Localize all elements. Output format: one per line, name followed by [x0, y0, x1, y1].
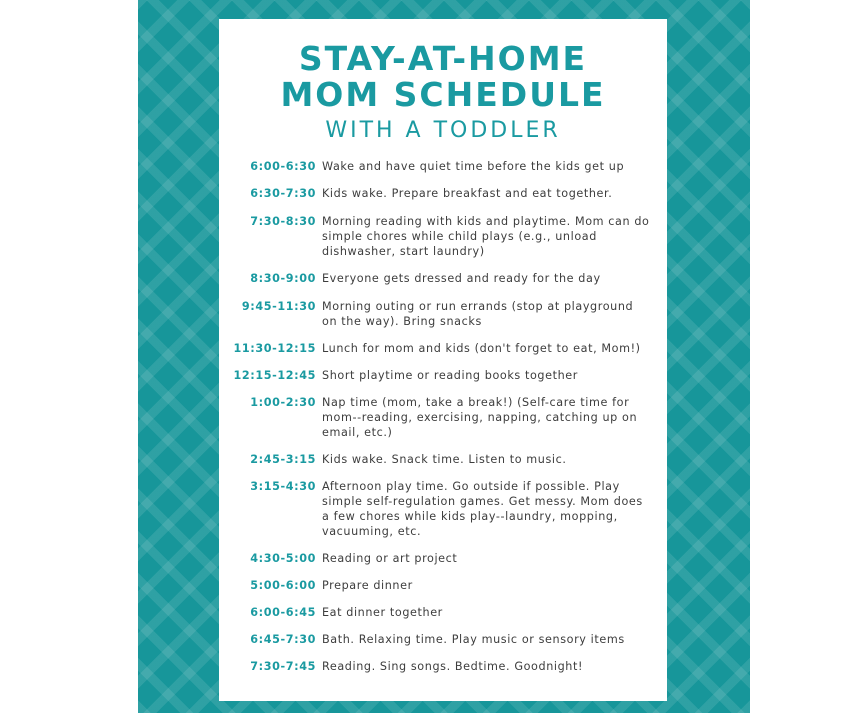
schedule-row: [219, 341, 667, 356]
schedule-time: 6:45-7:30: [250, 633, 316, 646]
schedule-time: 6:00-6:45: [250, 606, 316, 619]
title-line-1: STAY-AT-HOME: [298, 39, 588, 78]
schedule-activity: Short playtime or reading books together: [322, 369, 578, 382]
schedule-row: [219, 395, 667, 440]
title-line-2: MOM SCHEDULE: [280, 75, 606, 114]
schedule-card: [219, 19, 667, 701]
schedule-activity: Morning outing or run errands (stop at playground on the way). Bring snacks: [322, 300, 634, 328]
schedule-activity: Nap time (mom, take a break!) (Self-care time for mom--reading, exercising, napping, catching up on email, etc.): [322, 396, 638, 439]
schedule-row: [219, 368, 667, 383]
subtitle: WITH A TODDLER: [325, 118, 561, 143]
schedule-row: [219, 632, 667, 647]
schedule-activity: Wake and have quiet time before the kids get up: [322, 160, 625, 173]
schedule-activity: Bath. Relaxing time. Play music or sensory items: [322, 633, 625, 646]
page-title: [219, 41, 667, 113]
schedule-time: 12:15-12:45: [233, 369, 316, 382]
schedule-activity: Prepare dinner: [322, 579, 413, 592]
schedule-row: [219, 578, 667, 593]
schedule-activity: Reading or art project: [322, 552, 458, 565]
schedule-activity: Eat dinner together: [322, 606, 443, 619]
schedule-row: [219, 271, 667, 286]
schedule-time: 6:00-6:30: [250, 160, 316, 173]
schedule-row: [219, 299, 667, 329]
schedule-activity: Afternoon play time. Go outside if possible. Play simple self-regulation games. Get messy. Mom does a few chores while kids play--laundry, mopping, vacuuming, etc.: [322, 480, 643, 538]
schedule-activity: Lunch for mom and kids (don't forget to eat, Mom!): [322, 342, 641, 355]
schedule-time: 7:30-7:45: [250, 660, 316, 673]
schedule-row: [219, 186, 667, 201]
schedule-time: 2:45-3:15: [250, 453, 316, 466]
schedule-row: [219, 605, 667, 620]
schedule-time: 3:15-4:30: [250, 480, 316, 493]
schedule-row: [219, 214, 667, 259]
schedule-row: [219, 452, 667, 467]
schedule-row: [219, 159, 667, 174]
schedule-activity: Kids wake. Prepare breakfast and eat together.: [322, 187, 613, 200]
schedule-time: 1:00-2:30: [250, 396, 316, 409]
schedule-time: 11:30-12:15: [233, 342, 316, 355]
schedule-activity: Everyone gets dressed and ready for the day: [322, 272, 601, 285]
schedule-activity: Morning reading with kids and playtime. Mom can do simple chores while child plays (e.g., unload dishwasher, start laundry): [322, 215, 650, 258]
schedule-time: 9:45-11:30: [241, 300, 316, 313]
schedule-time: 4:30-5:00: [250, 552, 316, 565]
schedule-time: 6:30-7:30: [250, 187, 316, 200]
schedule-row: [219, 659, 667, 674]
schedule-time: 7:30-8:30: [250, 215, 316, 228]
schedule-activity: Reading. Sing songs. Bedtime. Goodnight!: [322, 660, 584, 673]
schedule-activity: Kids wake. Snack time. Listen to music.: [322, 453, 567, 466]
schedule-time: 8:30-9:00: [250, 272, 316, 285]
schedule-row: [219, 479, 667, 539]
schedule-row: [219, 551, 667, 566]
schedule-list: [219, 159, 667, 674]
schedule-time: 5:00-6:00: [250, 579, 316, 592]
